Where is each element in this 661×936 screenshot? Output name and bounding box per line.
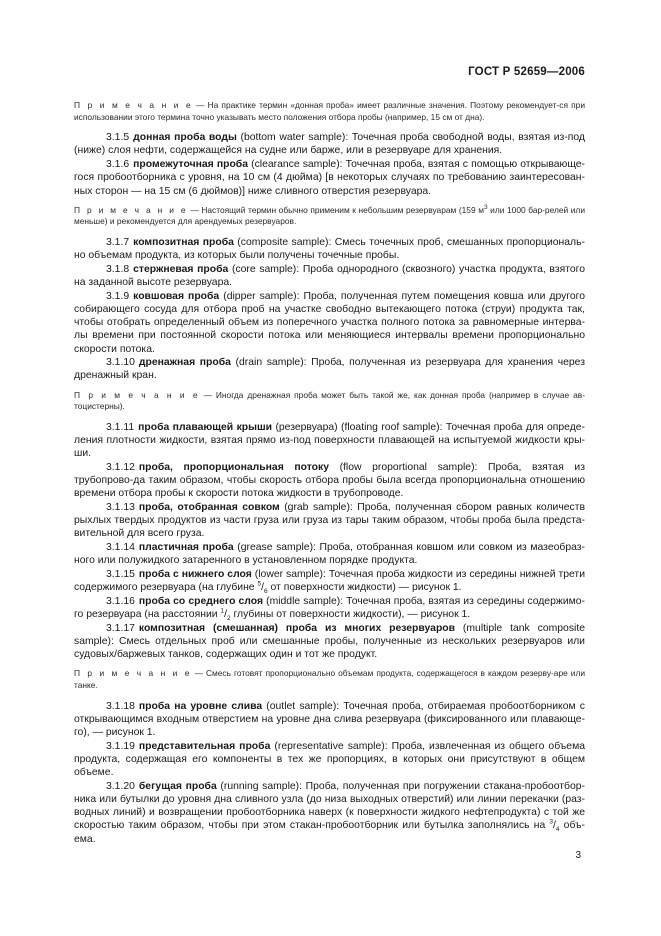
note-text: или 1000 бар-релей или меньше) и рекомендуется для арендуемых резервуаров. (74, 204, 586, 227)
note-text: — Настоящий термин обычно применим к небольшим резервуарам (159 м (190, 204, 484, 215)
term-number: 3.1.11 (106, 421, 135, 433)
term-3-1-20: 3.1.20 бегущая проба (running sample): Проба, полученная при погружении стакана-пробоотбор-ника или бутылки до уровня дна сливного узла (до низа выходных отверстий) или линии перекачки (раз-водных линий) и возвращении пробоотборника наверх (к поверхности жидкого нефтепродукта) с той же скоростью таким образом, чтобы при этом стакан-пробоотборник или бутылка заполнялись на $^3/_4$ объ-ема. (74, 780, 586, 845)
term-number: 3.1.7 (106, 236, 130, 248)
term-number: 3.1.20 (106, 780, 135, 792)
fraction-numerator: 3 (549, 819, 553, 827)
note-text: — Иногда дренажная проба может быть такой же, как донная проба (например в случае ав-тоцистерны). (74, 389, 585, 412)
term-3-1-17 (74, 622, 585, 662)
term-title: представительная проба (138, 740, 271, 752)
term-title: промежуточная проба (133, 159, 249, 171)
document-code: ГОСТ Р 52659—2006 (468, 66, 585, 78)
term-number: 3.1.8 (106, 263, 130, 275)
fraction-denominator: 4 (555, 826, 560, 834)
term-3-1-10 (74, 356, 585, 382)
term-3-1-18 (74, 700, 585, 740)
term-3-1-5 (74, 131, 585, 157)
term-definition: (running sample): Проба, полученная при погружении стакана-пробоотбор-ника или бутылки до уровня дна сливного узла (до низа выходных отверстий) или линии перекачки (раз-водных линий) и возвращении пробоотборника наверх (к поверхности жидкого нефтепродукта) с той же скоростью таким образом, чтобы при этом стакан-пробоотборник или бутылка заполнялись на (74, 780, 585, 832)
term-number: 3.1.16 (106, 595, 135, 607)
term-definition: (grab sample): Проба, полученная сбором равных количеств рыхлых твердых продуктов из части груза или груза из тары таким образом, чтобы проба была предста-вительной для всего груза. (74, 502, 585, 540)
term-definition: (flow proportional sample): Проба, взятая из трубопрово-да таким образом, чтобы скорость отбора пробы была всегда пропорциональна отношению времени отбора пробы к скорости потока жидкости в трубопроводе. (74, 461, 585, 500)
term-definition: (multiple tank composite sample): Смесь отдельных проб или смешанные пробы, полученные из нескольких резервуаров или судовых/баржевых танков, содержащих один и тот же продукт. (74, 622, 585, 661)
term-title: донная проба воды (133, 132, 237, 144)
term-number: 3.1.17 (106, 622, 135, 634)
note-4 (74, 668, 585, 691)
term-number: 3.1.12 (106, 461, 135, 473)
term-title: проба с нижнего слоя (138, 569, 252, 581)
term-title: проба на уровне слива (138, 700, 263, 712)
term-definition: (dipper sample): Проба, полученная путем помещения ковша или другого собирающего сосуда для отбора проб на участке свободно вытекающего потока (струи) продукта так, чтобы отобрать определенный объем из поперечного участка полного потока за равномерные интерва-лы времени при постоянной скорости потока или меняющиеся интервалы времени пропорционально скорости потока. (74, 290, 585, 355)
term-definition: объ-ема. (74, 820, 586, 845)
term-definition: (drain sample): Проба, полученная из резервуара для хранения через дренажный кран. (74, 357, 585, 382)
page-number: 3 (575, 850, 581, 861)
term-definition: (core sample): Проба однородного (сквозного) участка продукта, взятого на заданной высоте резервуара. (74, 263, 585, 288)
note-label: П р и м е ч а н и е (74, 100, 193, 110)
term-3-1-16: 3.1.16 проба со среднего слоя (middle sample): Точечная проба, взятая из середины содержимо-го резервуара (на расстоянии $^1/_2$ глубины от поверхности жидкости), — рисунок 1. (74, 595, 586, 623)
note-1 (74, 100, 585, 123)
note-label: П р и м е ч а н и е (74, 389, 200, 400)
term-title: проба со среднего слоя (138, 595, 264, 607)
term-title: дренажная проба (138, 357, 231, 369)
note-text: — На практике термин «донная проба» имеет различные значения. Поэтому рекомендует-ся при использовании этого термина точно указывать место положения отбора пробы (например, 15 см от дна). (74, 100, 586, 122)
term-number: 3.1.10 (106, 357, 135, 369)
fraction-numerator: 5 (257, 580, 262, 588)
term-number: 3.1.14 (106, 542, 135, 554)
term-title: композитная (смешанная) проба из многих резервуаров (138, 622, 456, 634)
term-definition: от поверхности жидкости) — рисунок 1. (267, 582, 462, 594)
term-title: проба плавающей крыши (138, 421, 273, 433)
term-number: 3.1.6 (106, 159, 130, 171)
note-3 (74, 390, 585, 413)
fraction-numerator: 1 (220, 607, 225, 615)
term-number: 3.1.15 (106, 569, 135, 581)
superscript: 3 (483, 203, 488, 211)
term-definition: (grease sample): Проба, отобранная ковшом или совком из мазеобраз-ного или полужидкого затаренного в установленном порядке продукта. (74, 542, 585, 567)
term-3-1-19 (74, 740, 585, 780)
term-title: композитная проба (133, 236, 234, 248)
term-number: 3.1.18 (106, 700, 135, 712)
term-title: пластичная проба (138, 542, 234, 554)
term-definition: (middle sample): Точечная проба, взятая из середины содержимо-го резервуара (на расстоянии (74, 595, 586, 621)
term-3-1-13 (74, 501, 585, 541)
term-title: стержневая проба (133, 263, 229, 275)
term-definition: (outlet sample): Точечная проба, отбираемая пробоотборником с открывающимся входным отверстием на уровне дна слива резервуара (фиксированного или плавающе-го), — рисунок 1. (74, 700, 585, 739)
term-definition: (lower sample): Точечная проба жидкости из середины нижней трети содержимого резервуара (на глубине (74, 569, 585, 594)
note-2 (74, 205, 585, 228)
term-title: ковшовая проба (133, 290, 220, 302)
term-number: 3.1.13 (106, 502, 135, 514)
term-3-1-7 (74, 236, 585, 262)
term-3-1-11 (74, 421, 585, 461)
term-3-1-14 (74, 541, 585, 567)
term-definition: (composite sample): Смесь точечных проб, смешанных пропорциональ-но объемам продукта, из которых были получены точечные пробы. (74, 236, 585, 262)
term-3-1-6 (74, 158, 585, 198)
term-definition: (representative sample): Проба, извлеченная из общего объема продукта, содержащая его компоненты в тех же пропорциях, в которых они присутствуют в общем объеме. (74, 740, 586, 779)
term-definition: (bottom water sample): Точечная проба свободной воды, взятая из-под (ниже) слоя нефти, содержащейся на судне или барже, или в резервуаре для хранения. (74, 132, 585, 157)
term-3-1-9 (74, 290, 585, 356)
term-title: бегущая проба (138, 780, 217, 792)
term-number: 3.1.9 (106, 290, 130, 302)
term-3-1-8 (74, 263, 585, 289)
term-definition: (резервуара) (floating roof sample): Точечная проба для опреде-ления плотности жидкости, взятая прямо из-под поверхности плавающей на испытуемой жидкости кры-ши. (74, 421, 586, 460)
term-title: проба, отобранная совком (138, 502, 280, 514)
term-3-1-12 (74, 461, 585, 501)
term-definition: глубины от поверхности жидкости), — рисунок 1. (230, 609, 471, 621)
note-text: — Смесь готовят пропорционально объемам продукта, содержащегося в каждом резерву-аре или танке. (74, 668, 586, 691)
term-title: проба, пропорциональная потоку (138, 461, 329, 473)
term-number: 3.1.19 (106, 740, 135, 752)
note-label: П р и м е ч а н и е (74, 204, 188, 215)
document-body (74, 93, 585, 846)
term-number: 3.1.5 (106, 132, 130, 144)
term-3-1-15: 3.1.15 проба с нижнего слоя (lower sample): Точечная проба жидкости из середины нижней трети содержимого резервуара (на глубине $^5/_6$ от поверхности жидкости) — рисунок 1. (74, 569, 585, 596)
term-definition: (clearance sample): Точечная проба, взятая с помощью открывающе-гося пробоотборника с уровня, на 10 см (4 дюйма) [в некоторых случаях по требованию заинтересован-ных сторон — на 15 см (6 дюймов)] ниже сливного отверстия резервуара. (74, 159, 585, 197)
fraction-denominator: 6 (264, 588, 268, 596)
fraction-denominator: 2 (226, 615, 231, 623)
note-label: П р и м е ч а н и е (74, 668, 192, 679)
